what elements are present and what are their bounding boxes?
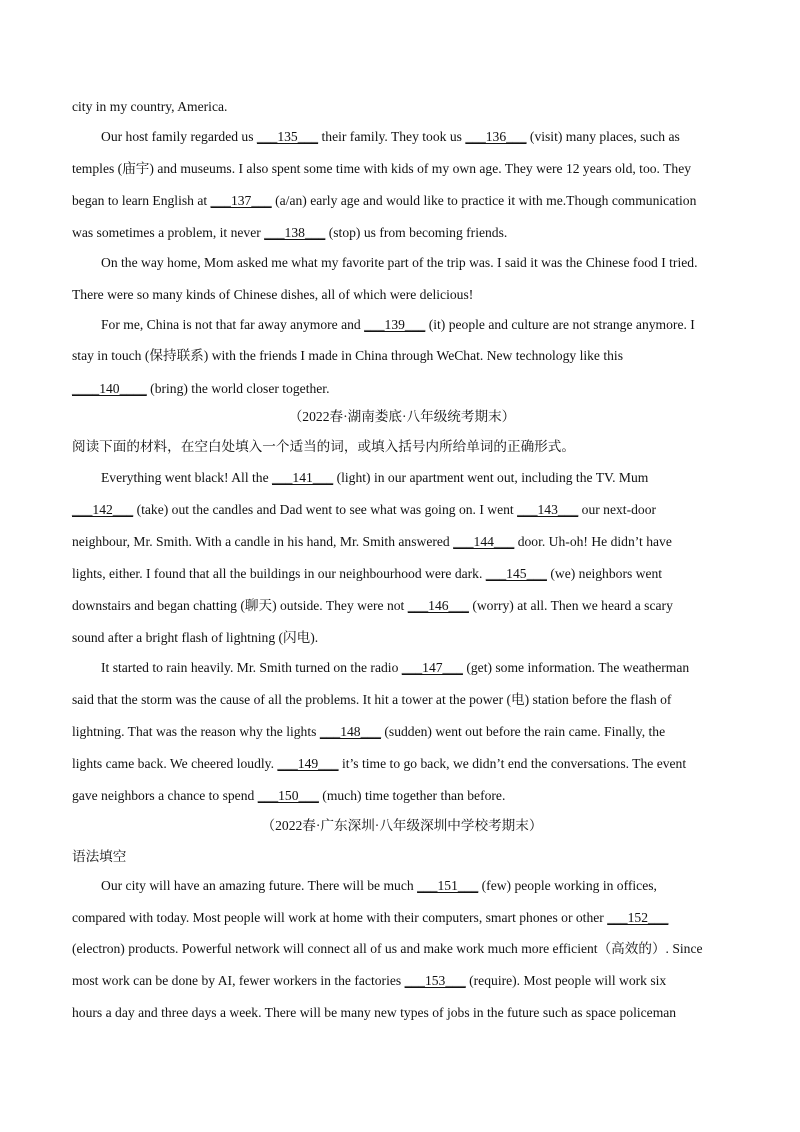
source-line [72,408,732,426]
text-line [101,469,732,487]
text-run: neighbour, Mr. Smith. With a candle in his hand, Mr. Smith answered [72,534,454,549]
answer-blank[interactable]: ___135___ [256,129,319,144]
text-run: gave neighbors a chance to spend [72,788,258,803]
text-run: city in my country, America. [72,99,228,114]
answer-blank[interactable]: ___137___ [210,193,272,208]
text-run: Everything went black! All the [101,470,273,485]
text-run: compared with today. Most people will work at home with their computers, smart phones or other [72,910,608,925]
text-run: was sometimes a problem, it never [72,225,265,240]
text-run: 阅读下面的材料，在空白处填入一个适当的词，或填入括号内所给单词的正确形式。 [72,439,575,454]
text-line [72,1004,732,1022]
text-run: (it) people and culture are not strange anymore. I [425,317,695,332]
answer-blank[interactable]: ___146___ [407,598,469,613]
text-run: (require). Most people will work six [465,973,667,988]
text-line [72,533,732,551]
text-run: (electron) products. Powerful network will connect all of us and make work much more efficient（高效的）. Since [72,941,703,956]
text-run: 语法填空 [72,849,127,864]
answer-blank[interactable]: ___145___ [485,566,547,581]
answer-blank[interactable]: ___151___ [417,878,479,893]
answer-blank[interactable]: ___150___ [257,788,319,803]
text-line [72,940,732,958]
answer-blank[interactable]: ___152___ [607,910,669,925]
instruction-line [72,438,732,456]
text-line [72,347,732,365]
text-line [101,877,732,895]
text-line [72,286,732,304]
text-line [72,629,732,647]
answer-blank[interactable]: ___149___ [277,756,339,771]
answer-blank[interactable]: ___138___ [264,225,326,240]
text-run: There were so many kinds of Chinese dishes, all of which were delicious! [72,287,474,302]
text-run: （2022春·湖南娄底·八年级统考期末） [288,409,516,424]
answer-blank[interactable]: ___142___ [72,502,134,517]
text-run: lights, either. I found that all the buildings in our neighbourhood were dark. [72,566,486,581]
text-line [72,380,732,398]
text-run: hours a day and three days a week. There will be many new types of jobs in the future such as space policeman [72,1005,677,1020]
text-line [72,224,732,242]
text-run: sound after a bright flash of lightning (闪电). [72,630,319,645]
text-run: It started to rain heavily. Mr. Smith turned on the radio [101,660,402,675]
answer-blank[interactable]: ___147___ [401,660,463,675]
text-run: it’s time to go back, we didn’t end the conversations. The event [338,756,687,771]
text-line [101,316,732,334]
text-run: (light) in our apartment went out, including the TV. Mum [333,470,649,485]
answer-blank[interactable]: ___148___ [319,724,381,739]
section-heading [72,848,732,866]
text-run: (stop) us from becoming friends. [325,225,508,240]
answer-blank[interactable]: ____140____ [72,381,147,396]
answer-blank[interactable]: ___143___ [517,502,579,517]
text-run: (worry) at all. Then we heard a scary [468,598,673,613]
answer-blank[interactable]: ___141___ [272,470,334,485]
text-line [72,723,732,741]
text-run: began to learn English at [72,193,211,208]
answer-blank[interactable]: ___153___ [404,973,466,988]
text-run: lights came back. We cheered loudly. [72,756,278,771]
text-run: most work can be done by AI, fewer workers in the factories [72,973,405,988]
text-run: lightning. That was the reason why the lights [72,724,320,739]
text-run: (get) some information. The weatherman [462,660,690,675]
text-run: temples (庙宇) and museums. I also spent some time with kids of my own age. They were 12 years old, too. They [72,161,692,176]
answer-blank[interactable]: ___144___ [453,534,515,549]
text-line [101,659,732,677]
text-run: (a/an) early age and would like to practice it with me.Though communication [271,193,697,208]
text-line [72,98,732,116]
text-run: door. Uh-oh! He didn’t have [514,534,672,549]
text-line [72,597,732,615]
text-run: downstairs and began chatting (聊天) outside. They were not [72,598,408,613]
text-line [72,691,732,709]
text-run: said that the storm was the cause of all the problems. It hit a tower at the power (电) station before the flash of [72,692,672,707]
text-line [72,972,732,990]
text-line [72,565,732,583]
text-line [72,160,732,178]
text-run: stay in touch (保持联系) with the friends I made in China through WeChat. New technology like this [72,348,623,363]
text-line [101,128,732,146]
text-run: Our city will have an amazing future. There will be much [101,878,418,893]
text-run: (take) out the candles and Dad went to see what was going on. I went [133,502,518,517]
source-line [72,817,732,835]
answer-blank[interactable]: ___136___ [465,129,527,144]
text-run: （2022春·广东深圳·八年级深圳中学校考期末） [261,818,543,833]
text-run: For me, China is not that far away anymore and [101,317,365,332]
text-run: (bring) the world closer together. [146,381,330,396]
text-run: (much) time together than before. [318,788,506,803]
text-line [72,787,732,805]
answer-blank[interactable]: ___139___ [364,317,426,332]
text-run: (visit) many places, such as [526,129,680,144]
text-run: (sudden) went out before the rain came. Finally, the [380,724,666,739]
text-run: their family. They took us [318,129,466,144]
text-run: our next-door [578,502,657,517]
text-run: (we) neighbors went [546,566,663,581]
text-run: Our host family regarded us [101,129,257,144]
text-line [72,501,732,519]
text-run: On the way home, Mom asked me what my favorite part of the trip was. I said it was the Chinese food I tried. [101,255,698,270]
text-line [72,755,732,773]
text-run: (few) people working in offices, [478,878,657,893]
text-line [72,909,732,927]
text-line [72,192,732,210]
text-line [101,254,732,272]
